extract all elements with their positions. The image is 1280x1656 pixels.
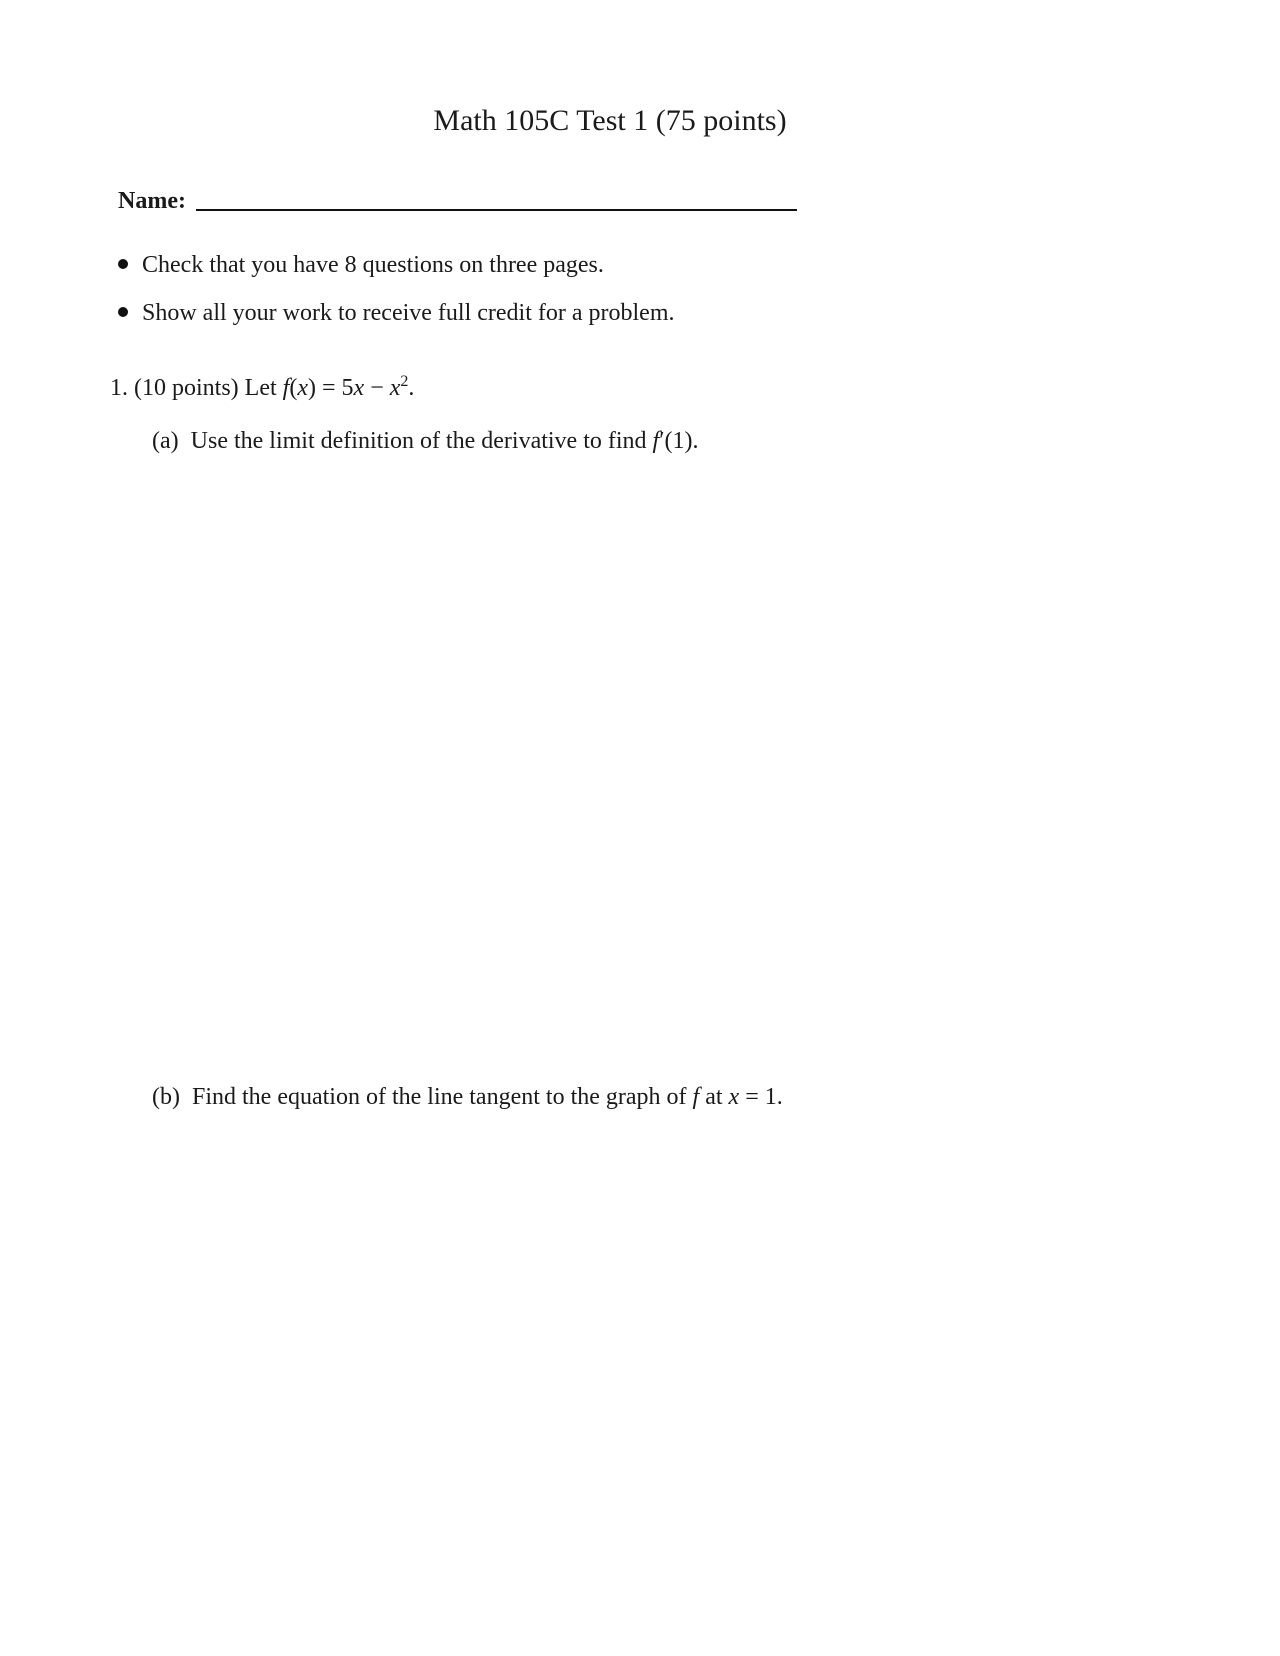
bullet-icon [118,307,128,317]
part-text: Use the limit definition of the derivative to find [190,428,647,454]
exponent: 2 [400,373,409,390]
period: . [408,375,415,401]
bullet-icon [118,259,128,269]
page-title: Math 105C Test 1 (75 points) [433,104,787,137]
question-points: (10 points) [134,375,239,401]
part-text: Find the equation of the line tangent to the graph of [191,1084,687,1110]
equals-value: = 1. [745,1084,783,1110]
question-1a [152,428,698,455]
variable-x: x [297,375,308,401]
instruction-item [118,252,604,279]
question-number: 1. [110,375,128,401]
minus-sign: − [364,375,390,401]
paren-open: ( [289,375,298,401]
name-label: Name: [118,188,186,214]
variable-x: x [353,375,365,401]
function-name: f [282,375,290,401]
derivative-argument: ′(1). [659,428,699,454]
name-field [118,188,797,215]
instruction-item [118,300,675,327]
paren-close: ) [307,375,316,401]
part-label: (b) [152,1084,180,1110]
instruction-text: Show all your work to receive full credit for a problem. [142,300,675,326]
instruction-text: Check that you have 8 questions on three pages. [142,252,604,278]
at-word: at [705,1084,723,1110]
question-1-header [110,373,414,402]
variable-x: x [728,1084,740,1110]
variable-x: x [389,375,401,401]
name-blank-line[interactable] [196,209,797,211]
equals-expression: = 5 [315,375,354,401]
part-label: (a) [152,428,179,454]
function-name: f [652,428,660,454]
question-1b [152,1084,783,1111]
function-name: f [692,1084,700,1110]
question-intro: Let [244,375,277,401]
